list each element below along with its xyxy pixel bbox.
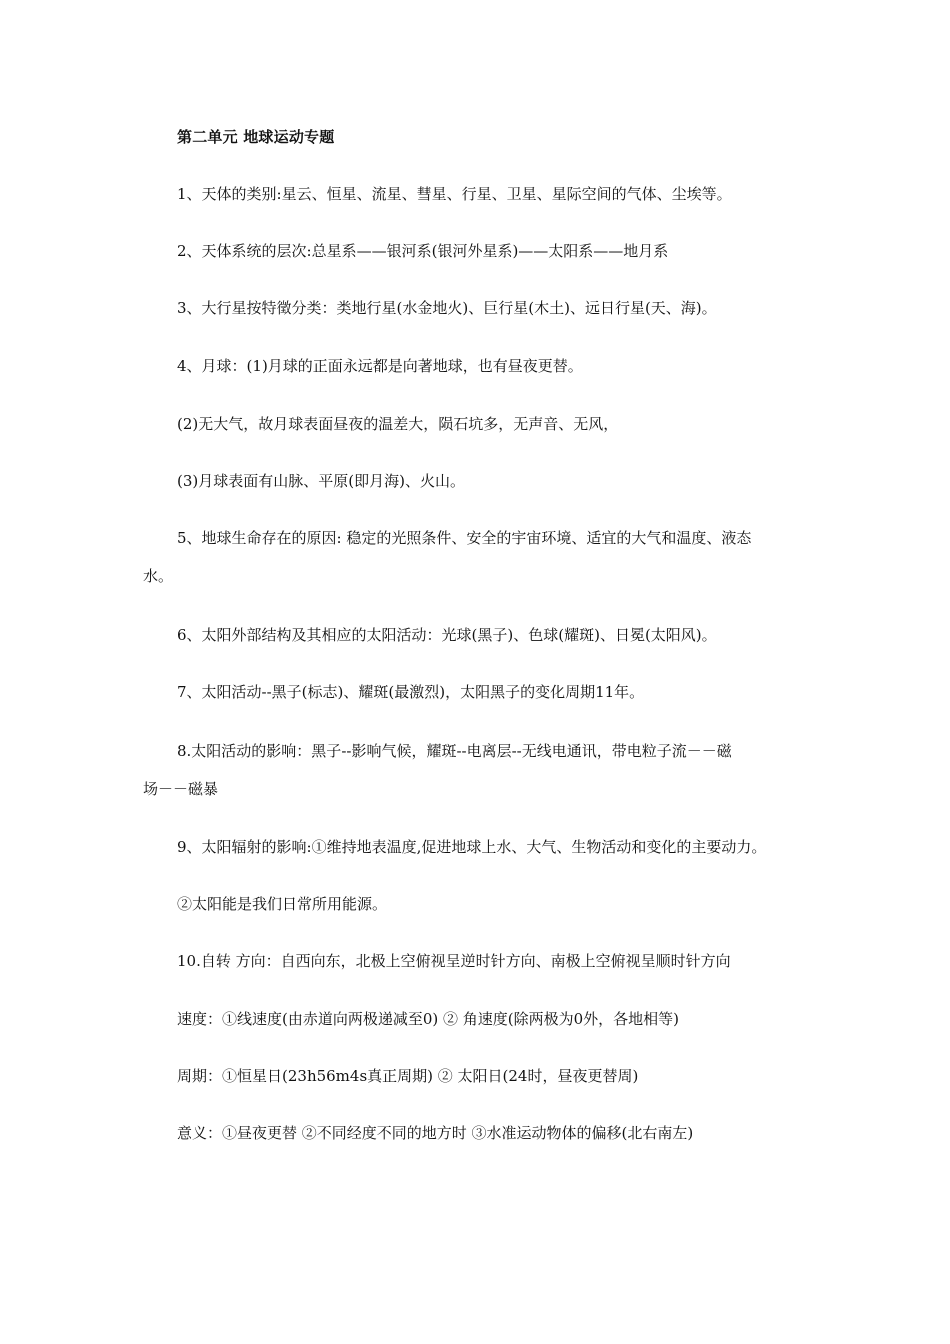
item-8-solar-impact: 8.太阳活动的影响：黑子--影响气候，耀斑--电离层--无线电通讯，带电粒子流－－磁 — [177, 742, 732, 760]
item-10-rotation-significance: 意义：①昼夜更替 ②不同经度不同的地方时 ③水准运动物体的偏移(北右南左) — [177, 1124, 694, 1142]
item-10-rotation-period: 周期：①恒星日(23h56m4s真正周期) ② 太阳日(24时，昼夜更替周) — [177, 1067, 639, 1085]
item-9-solar-radiation: 9、太阳辐射的影响:①维持地表温度,促进地球上水、大气、生物活动和变化的主要动力。 — [177, 838, 767, 856]
item-9-solar-energy: ②太阳能是我们日常所用能源。 — [177, 895, 388, 913]
item-4-moon-3: (3)月球表面有山脉、平原(即月海)、火山。 — [177, 472, 465, 490]
item-5-life-conditions: 5、地球生命存在的原因: 稳定的光照条件、安全的宇宙环境、适宜的大气和温度、液态 — [177, 529, 752, 547]
item-8-solar-impact-cont: 场－－磁暴 — [143, 780, 219, 798]
item-4-moon-1: 4、月球：(1)月球的正面永远都是向著地球，也有昼夜更替。 — [177, 357, 583, 375]
document-title: 第二单元 地球运动专题 — [177, 128, 335, 146]
item-7-solar-activity: 7、太阳活动--黑子(标志)、耀斑(最激烈)，太阳黑子的变化周期11年。 — [177, 683, 645, 701]
item-1-celestial-types: 1、天体的类别:星云、恒星、流星、彗星、行星、卫星、星际空间的气体、尘埃等。 — [177, 185, 732, 203]
item-4-moon-2: (2)无大气，故月球表面昼夜的温差大，陨石坑多，无声音、无风， — [177, 415, 619, 433]
item-6-sun-structure: 6、太阳外部结构及其相应的太阳活动：光球(黑子)、色球(耀斑)、日冕(太阳风)。 — [177, 626, 717, 644]
item-2-celestial-systems: 2、天体系统的层次:总星系——银河系(银河外星系)——太阳系——地月系 — [177, 242, 669, 260]
item-3-planet-classification: 3、大行星按特徵分类：类地行星(水金地火)、巨行星(木土)、远日行星(天、海)。 — [177, 299, 717, 317]
item-10-rotation-speed: 速度：①线速度(由赤道向两极递减至0) ② 角速度(除两极为0外，各地相等) — [177, 1010, 680, 1028]
item-10-rotation-direction: 10.自转 方向：自西向东，北极上空俯视呈逆时针方向、南极上空俯视呈顺时针方向 — [177, 952, 731, 970]
item-5-life-conditions-cont: 水。 — [143, 567, 174, 585]
